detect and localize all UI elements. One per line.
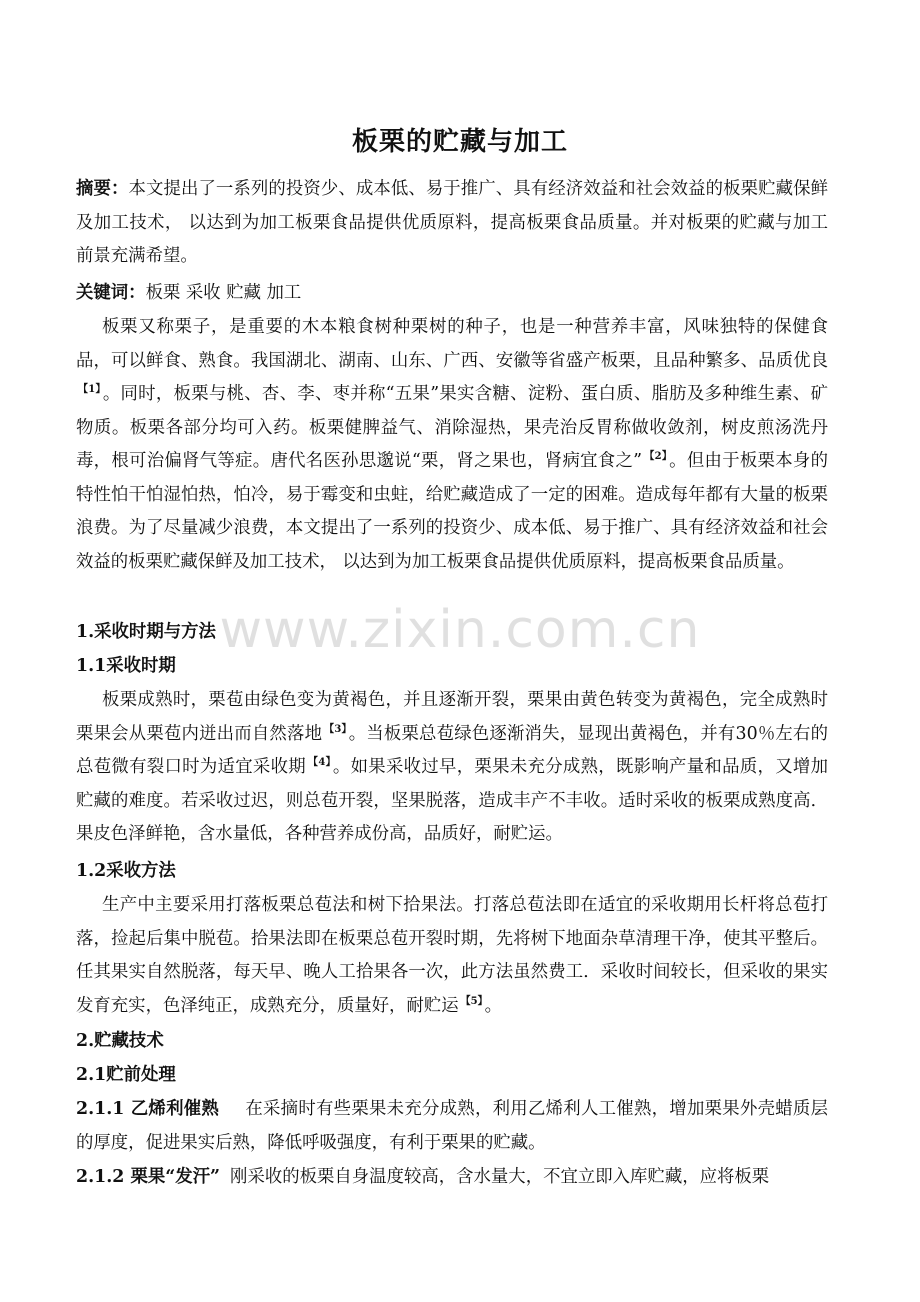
section-1-1-heading: 1.1采收时期 <box>76 656 176 676</box>
section-1-1-paragraph <box>76 684 828 852</box>
section-2-1-1-paragraph <box>76 1093 828 1160</box>
section-1-2-heading: 1.2采收方法 <box>76 861 176 881</box>
section-1-2-paragraph <box>76 889 828 1023</box>
abstract-text: 本文提出了一系列的投资少、成本低、易于推广、具有经济效益和社会效益的板栗贮藏保鲜及加工技术， 以达到为加工板栗食品提供优质原料，提高板栗食品质量。并对板栗的贮藏与加工前景充满希望。 <box>76 179 828 266</box>
watermark: www.zixin.com.cn <box>219 600 701 660</box>
section-1-2-text-1: 生产中主要采用打落板栗总苞法和树下拾果法。打落总苞法即在适宜的采收期用长杆将总苞打落，捡起后集中脱苞。拾果法即在板栗总苞开裂时期，先将树下地面杂草清理干净，使其平整后。任其果实自然脱落，每天早、晚人工拾果各一次，此方法虽然费工．采收时间较长，但采收的果实发育充实，色泽纯正，成熟充分，质量好，耐贮运 <box>76 895 828 1016</box>
section-1-2-text-2: 。 <box>484 995 502 1016</box>
document-title: 板栗的贮藏与加工 <box>351 127 568 157</box>
section-2-heading: 2.贮藏技术 <box>76 1031 164 1051</box>
abstract-label: 摘要： <box>76 179 129 199</box>
section-2-1-1-text: 在采摘时有些栗果未充分成熟，利用乙烯利人工催熟，增加栗果外壳蜡质层的厚度，促进果实后熟，降低呼吸强度，有利于栗果的贮藏。 <box>76 1099 828 1153</box>
keywords-line <box>76 277 828 311</box>
intro-text-1: 板栗又称栗子，是重要的木本粮食树种栗树的种子，也是一种营养丰富，风味独特的保健食品，可以鲜食、熟食。我国湖北、湖南、山东、广西、安徽等省盛产板栗，且品种繁多、品质优良 <box>76 317 828 371</box>
section-2-1-2-heading: 2.1.2 栗果“发汗” <box>76 1167 221 1187</box>
intro-text-3: 。但由于板栗本身的特性怕干怕湿怕热，怕冷，易于霉变和虫蛀，给贮藏造成了一定的困难。造成每年都有大量的板栗浪费。为了尽量减少浪费，本文提出了一系列的投资少、成本低、易于推广、具有经济效益和社会效益的板栗贮藏保鲜及加工技术， 以达到为加工板栗食品提供优质原料，提高板栗食品质量。 <box>76 451 828 572</box>
keywords-text: 板栗 采收 贮藏 加工 <box>145 283 302 303</box>
keywords-label: 关键词： <box>76 283 146 303</box>
section-2-1-1-heading: 2.1.1 乙烯利催熟 <box>76 1099 220 1119</box>
citation-ref-1: 【1】 <box>78 384 101 395</box>
abstract-paragraph <box>76 173 828 274</box>
section-2-1-heading: 2.1贮前处理 <box>76 1065 176 1085</box>
section-1-1-text-3: 。如果采收过早，栗果未充分成熟，既影响产量和品质，又增加贮藏的难度。若采收过迟，则总苞开裂，坚果脱落，造成丰产不丰收。适时采收的板栗成熟度高．果皮色泽鲜艳，含水量低，各种营养成份高，品质好，耐贮运。 <box>76 757 828 844</box>
section-1-1-text-1: 板栗成熟时，栗苞由绿色变为黄褐色，并且逐渐开裂，栗果由黄色转变为黄褐色，完全成熟时栗果会从栗苞内迸出而自然落地 <box>76 690 828 744</box>
citation-ref-2: 【2】 <box>644 451 668 462</box>
intro-text-2: 。同时，板栗与桃、杏、李、枣并称“五果”果实含糖、淀粉、蛋白质、脂肪及多种维生素、矿物质。板栗各部分均可入药。板栗健脾益气、消除湿热，果壳治反胃称做收敛剂，树皮煎汤洗丹毒，根可治偏肾气等症。唐代名医孙思邈说“栗，肾之果也，肾病宜食之” <box>76 384 828 471</box>
section-2-1-2-paragraph <box>76 1161 828 1195</box>
section-1-heading: 1.采收时期与方法 <box>76 622 216 642</box>
citation-ref-4: 【4】 <box>308 757 331 768</box>
section-2-1-2-text: 刚采收的板栗自身温度较高，含水量大，不宜立即入库贮藏，应将板栗 <box>230 1167 770 1187</box>
citation-ref-3: 【3】 <box>324 723 347 735</box>
section-1-1-text-2: 。当板栗总苞绿色逐渐消失，显现出黄褐色，并有30％左右的总苞微有裂口时为适宜采收期 <box>76 723 828 777</box>
intro-paragraph <box>76 311 828 579</box>
citation-ref-5: 【5】 <box>460 995 483 1007</box>
